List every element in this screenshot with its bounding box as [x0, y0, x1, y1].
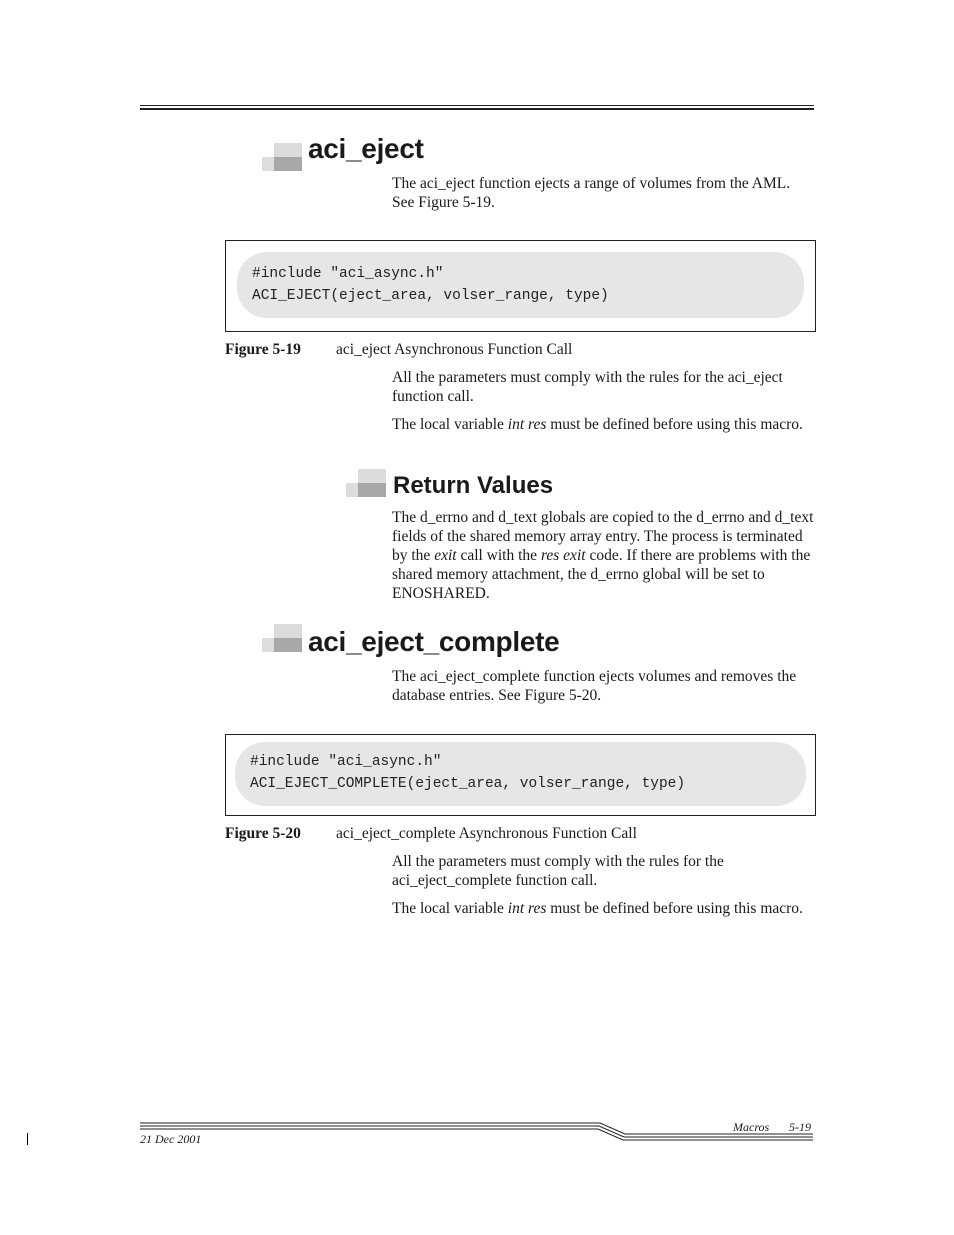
- figure-caption: aci_eject Asynchronous Function Call: [336, 341, 573, 358]
- figure-label: Figure 5-20: [225, 825, 301, 842]
- code-line: #include "aci_async.h": [252, 266, 444, 282]
- section-intro: The aci_eject_complete function ejects volumes and removes the database entries. See Figure 5-20.: [392, 668, 797, 704]
- footer-page-number: 5-19: [789, 1120, 811, 1134]
- header-rule-thick: [140, 108, 814, 110]
- code-line: ACI_EJECT_COMPLETE(eject_area, volser_range, type): [250, 776, 686, 792]
- paragraph: The local variable int res must be defined before using this macro.: [392, 416, 803, 433]
- section-heading: aci_eject_complete: [308, 626, 560, 657]
- code-line: ACI_EJECT(eject_area, volser_range, type): [252, 288, 609, 304]
- code-figure: [225, 734, 816, 816]
- section-body: [392, 852, 814, 927]
- figure-caption: aci_eject_complete Asynchronous Function Call: [336, 825, 637, 842]
- figure-label: Figure 5-19: [225, 341, 301, 358]
- subheading-marker-icon: [346, 469, 386, 497]
- heading-marker-icon: [262, 624, 302, 652]
- heading-marker-icon: [262, 143, 302, 171]
- paragraph: The local variable int res must be defined before using this macro.: [392, 900, 803, 917]
- header-rule: [140, 105, 814, 106]
- paragraph: All the parameters must comply with the rules for the aci_eject_complete function call.: [392, 853, 724, 889]
- return-values-body: The d_errno and d_text globals are copied to the d_errno and d_text fields of the shared memory array entry. The process is terminated by the exit call with the res exit code. If there are problems with the shared memory attachment, the d_errno global will be set to ENOSHARED.: [392, 509, 814, 602]
- footer-date: 21 Dec 2001: [140, 1132, 202, 1146]
- footer-chapter: Macros: [733, 1120, 770, 1134]
- paragraph: All the parameters must comply with the rules for the aci_eject function call.: [392, 369, 783, 405]
- subsection-heading: Return Values: [393, 472, 554, 499]
- change-bar: [27, 1133, 28, 1145]
- code-figure: [225, 240, 816, 332]
- section-body: [392, 368, 814, 443]
- code-line: #include "aci_async.h": [250, 754, 442, 770]
- section-intro: The aci_eject function ejects a range of volumes from the AML. See Figure 5-19.: [392, 175, 791, 211]
- section-heading: aci_eject: [308, 133, 424, 164]
- footer-rule: [138, 1119, 815, 1145]
